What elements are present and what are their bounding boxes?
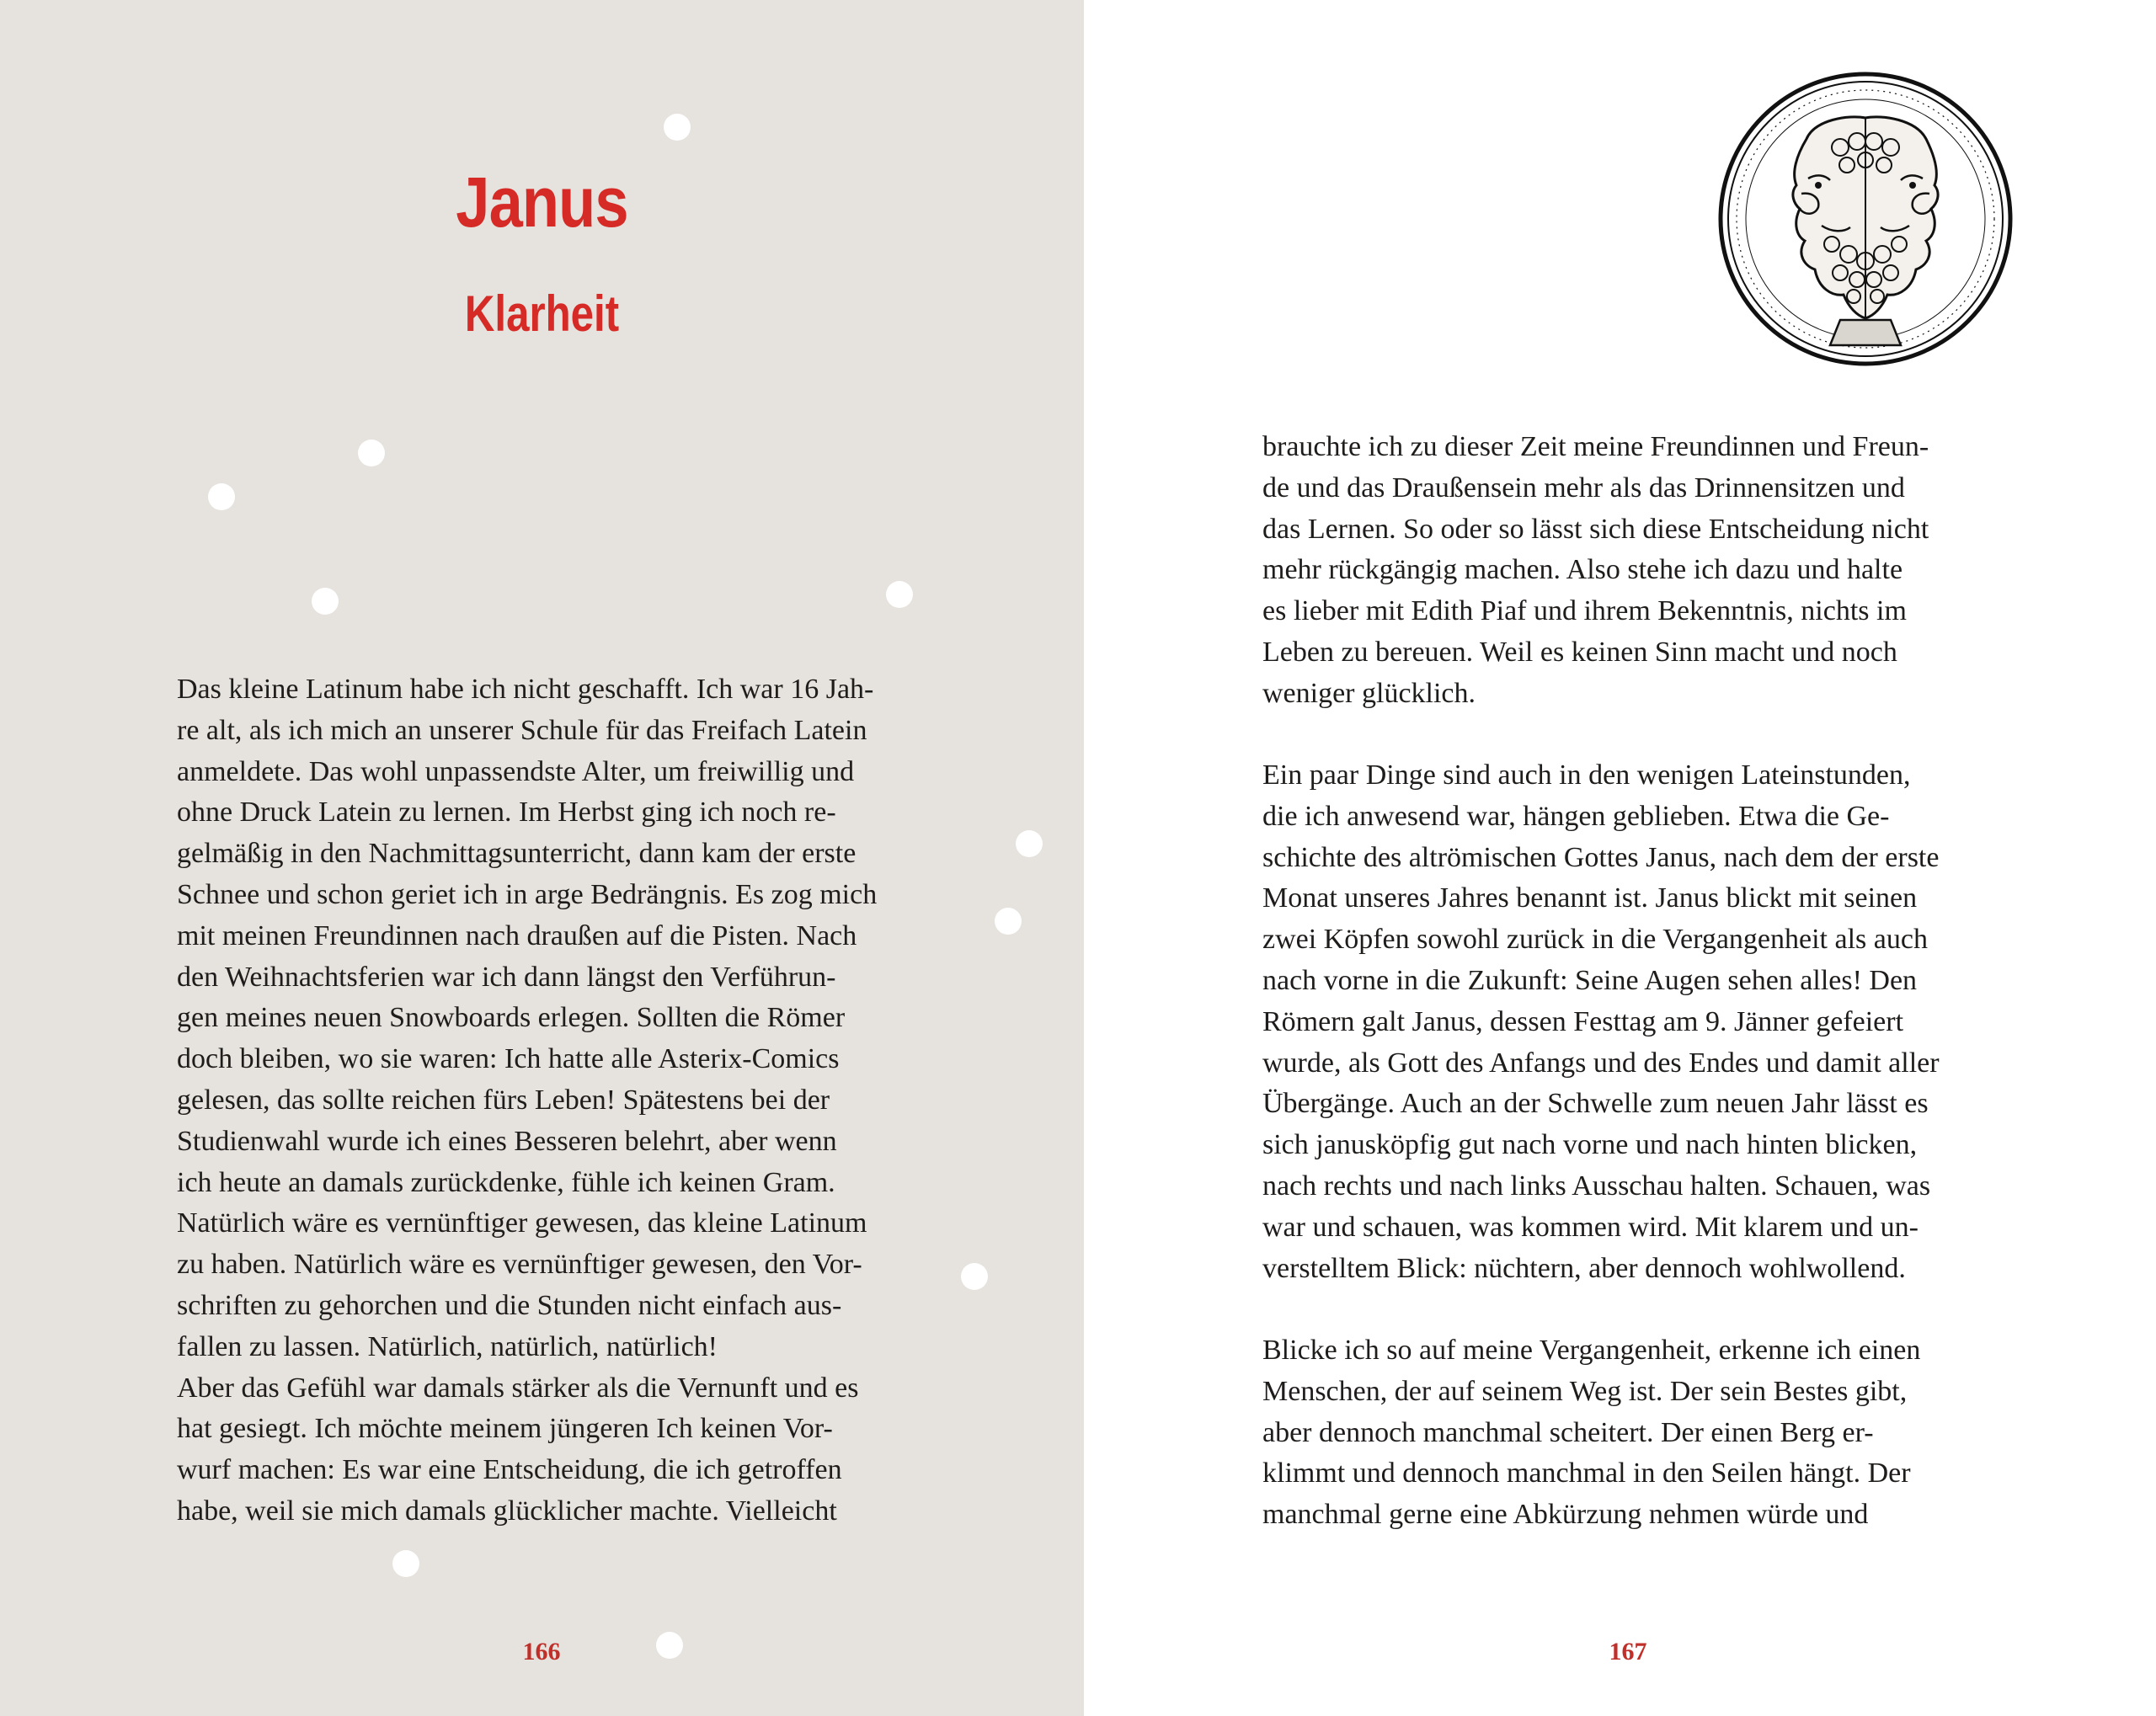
text-line: Natürlich wäre es vernünftiger gewesen, das kleine Latinum [177, 1207, 867, 1239]
text-line: den Weihnachtsferien war ich dann längst den Verführun- [177, 961, 836, 993]
text-line: klimmt und dennoch manchmal in den Seilen hängt. Der [1262, 1458, 1911, 1490]
text-line: fallen zu lassen. Natürlich, natürlich, natürlich! [177, 1330, 718, 1362]
text-line: gen meines neuen Snowboards erlegen. Sollten die Römer [177, 1002, 846, 1034]
text-line: ich heute an damals zurückdenke, fühle ich keinen Gram. [177, 1166, 835, 1198]
text-line: anmeldete. Das wohl unpassendste Alter, um freiwillig und [177, 755, 855, 787]
text-line: Monat unseres Jahres benannt ist. Janus blickt mit seinen [1262, 882, 1918, 914]
decorative-dot [1016, 830, 1043, 857]
text-line: zwei Köpfen sowohl zurück in die Vergangenheit als auch [1262, 924, 1928, 956]
decorative-dot [886, 581, 913, 608]
decorative-dot [664, 114, 691, 141]
right-page-paragraph-1 [1262, 427, 1993, 715]
text-line: war und schauen, was kommen wird. Mit klarem und un- [1262, 1211, 1919, 1243]
text-line: nach rechts und nach links Ausschau halten. Schauen, was [1262, 1170, 1931, 1202]
page-number-right: 167 [1609, 1638, 1647, 1665]
text-line: das Lernen. So oder so lässt sich diese Entscheidung nicht [1262, 513, 1929, 545]
text-line: Leben zu bereuen. Weil es keinen Sinn macht und noch [1262, 636, 1897, 668]
decorative-dot [995, 908, 1022, 935]
chapter-subtitle: Klarheit [464, 285, 620, 342]
text-line: nach vorne in die Zukunft: Seine Augen sehen alles! Den [1262, 964, 1918, 996]
page-number-left: 166 [522, 1638, 561, 1665]
text-line: habe, weil sie mich damals glücklicher machte. Vielleicht [177, 1495, 837, 1527]
text-line: Aber das Gefühl war damals stärker als die Vernunft und es [177, 1372, 859, 1404]
text-line: gelmäßig in den Nachmittagsunterricht, dann kam der erste [177, 838, 857, 870]
text-line: die ich anwesend war, hängen geblieben. Etwa die Ge- [1262, 800, 1890, 832]
text-line: brauchte ich zu dieser Zeit meine Freundinnen und Freun- [1262, 431, 1929, 462]
text-line: Ein paar Dinge sind auch in den wenigen Lateinstunden, [1262, 759, 1911, 791]
text-line: gelesen, das sollte reichen fürs Leben! Spätestens bei der [177, 1084, 830, 1116]
left-page-text [177, 669, 910, 1532]
text-line: mit meinen Freundinnen nach draußen auf die Pisten. Nach [177, 919, 857, 951]
text-line: Schnee und schon geriet ich in arge Bedrängnis. Es zog mich [177, 878, 878, 910]
text-line: Blicke ich so auf meine Vergangenheit, erkenne ich einen [1262, 1335, 1921, 1366]
text-line: de und das Draußensein mehr als das Drinnensitzen und [1262, 472, 1905, 504]
chapter-title: Janus [456, 163, 628, 242]
decorative-dot [392, 1550, 419, 1577]
text-line: wurde, als Gott des Anfangs und des Endes und damit aller [1262, 1047, 1940, 1079]
text-line: Menschen, der auf seinem Weg ist. Der sein Bestes gibt, [1262, 1375, 1908, 1407]
decorative-dot [208, 483, 235, 510]
text-line: zu haben. Natürlich wäre es vernünftiger gewesen, den Vor- [177, 1249, 862, 1281]
decorative-dot [358, 440, 385, 466]
text-line: schriften zu gehorchen und die Stunden nicht einfach aus- [177, 1289, 842, 1321]
text-line: weniger glücklich. [1262, 677, 1476, 709]
text-line: Übergänge. Auch an der Schwelle zum neuen Jahr lässt es [1262, 1088, 1929, 1120]
text-line: Studienwahl wurde ich eines Besseren belehrt, aber wenn [177, 1125, 837, 1157]
text-line: schichte des altrömischen Gottes Janus, nach dem der erste [1262, 841, 1940, 873]
decorative-dot [961, 1263, 988, 1290]
text-line: mehr rückgängig machen. Also stehe ich dazu und halte [1262, 554, 1903, 586]
text-line: aber dennoch manchmal scheitert. Der einen Berg er- [1262, 1416, 1874, 1448]
text-line: wurf machen: Es war eine Entscheidung, die ich getroffen [177, 1454, 842, 1486]
right-page-paragraph-2 [1262, 755, 1993, 1289]
decorative-dot [312, 588, 339, 615]
text-line: re alt, als ich mich an unserer Schule für das Freifach Latein [177, 714, 867, 746]
text-line: ohne Druck Latein zu lernen. Im Herbst ging ich noch re- [177, 797, 836, 829]
decorative-dot [656, 1632, 683, 1659]
janus-coin-icon [1714, 67, 2017, 370]
text-line: Das kleine Latinum habe ich nicht geschafft. Ich war 16 Jah- [177, 674, 874, 705]
text-line: hat gesiegt. Ich möchte meinem jüngeren Ich keinen Vor- [177, 1413, 833, 1445]
text-line: doch bleiben, wo sie waren: Ich hatte alle Asterix-Comics [177, 1043, 840, 1075]
text-line: Römern galt Janus, dessen Festtag am 9. Jänner gefeiert [1262, 1005, 1904, 1037]
text-line: manchmal gerne eine Abkürzung nehmen würde und [1262, 1499, 1869, 1531]
right-page-paragraph-3 [1262, 1330, 1993, 1536]
text-line: verstelltem Blick: nüchtern, aber dennoch wohlwollend. [1262, 1252, 1906, 1284]
text-line: sich janusköpfig gut nach vorne und nach hinten blicken, [1262, 1129, 1918, 1161]
text-line: es lieber mit Edith Piaf und ihrem Bekenntnis, nichts im [1262, 595, 1907, 627]
